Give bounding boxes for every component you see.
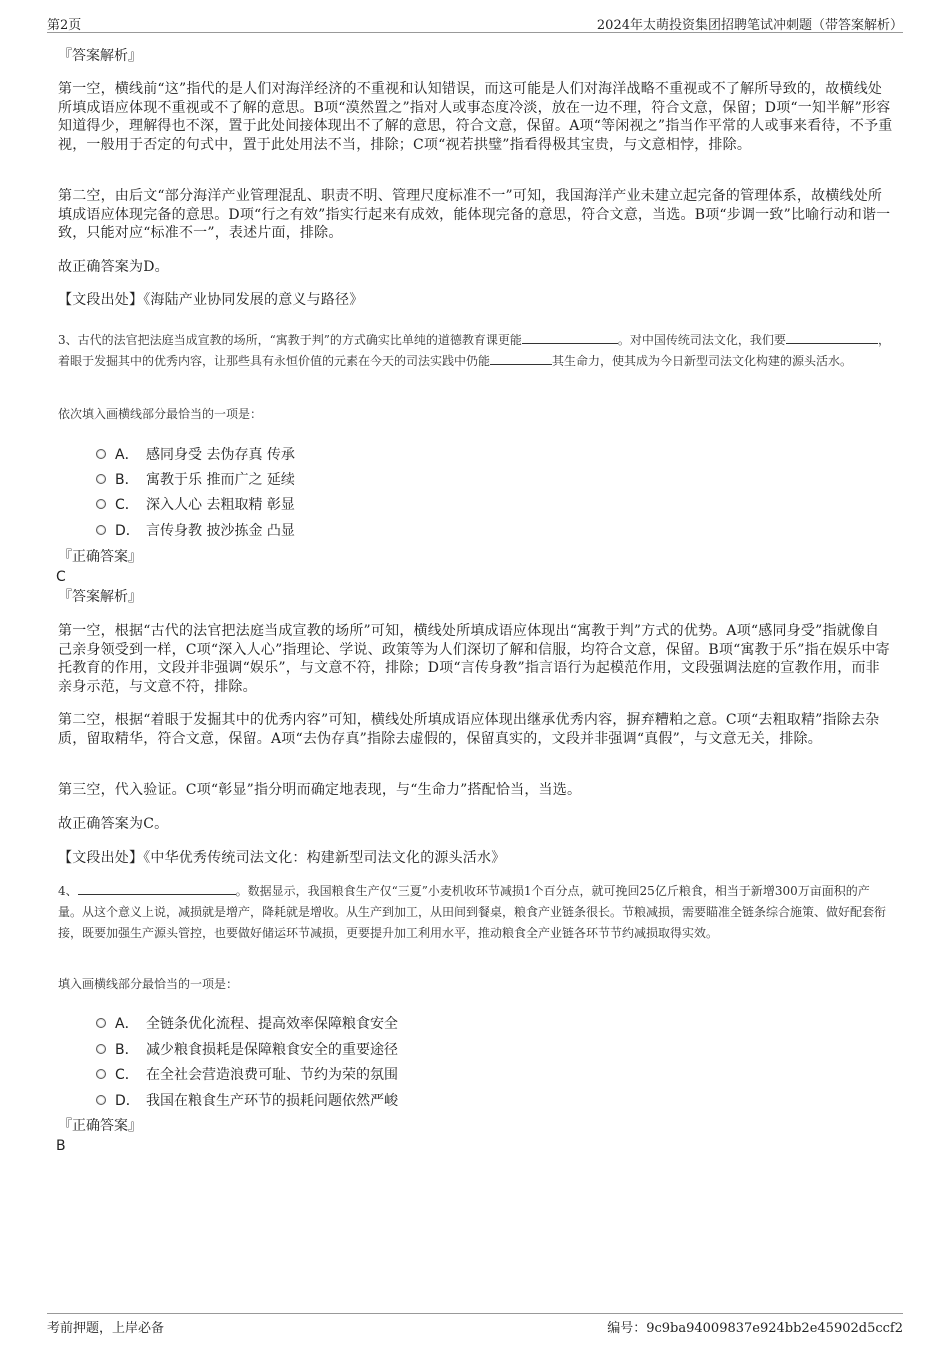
q3-blank-2: [786, 332, 878, 344]
q4-stem-text: 。数据显示，我国粮食生产仅“三夏”小麦机收环节减损1个百分点，就可挽回25亿斤粮食，相当于新增300万亩面积的产量。从这个意义上说，减损就是增产，降耗就是增收。从生产到加工，从田间到餐桌，粮食产业链条很长。节粮减损，需要瞄准全链条综合施策、做好配套衔接，既要加强生产源头管控，也要做好储运环节减损，更要提升加工利用水平，推动粮食全产业链各环节节约减损取得实效。: [58, 884, 887, 940]
q3-stem-part-1: 3、古代的法官把法庭当成宣教的场所，“寓教于判”的方式确实比单纯的道德教育课更能: [58, 333, 522, 347]
q2-source: 【文段出处】《海陆产业协同发展的意义与路径》: [58, 292, 364, 308]
q4-correct-answer: B: [56, 1138, 66, 1154]
radio-icon[interactable]: [96, 1018, 106, 1028]
q3-analysis-label: 『答案解析』: [58, 589, 142, 605]
q3-instruction: 依次填入画横线部分最恰当的一项是：: [58, 407, 263, 421]
document-serial: 编号：9c9ba94009837e924bb2e45902d5ccf2: [607, 1321, 903, 1336]
q3-analysis-para-1: 第一空，根据“古代的法官把法庭当成宣教的场所”可知，横线处所填成语应体现出“寓教于判”方式的优势。A项“感同身受”指就像自己亲身领受到一样，C项“深入人心”指理论、学说、政策等为人们深切了解和信服，均符合文意，保留。B项“寓教于乐”指在娱乐中寄托教育的作用，文段并非强调“娱乐”，与文意不符，排除；D项“言传身教”指言语行为起模范作用，文段强调法庭的宣教作用，而非亲身示范，与文意不符，排除。: [58, 623, 890, 695]
q3-stem-part-2: 。对中国传统司法文化，我们要: [617, 333, 786, 347]
radio-icon[interactable]: [96, 1069, 106, 1079]
q3-stem: [58, 330, 893, 372]
page-number: 第2页: [47, 18, 82, 33]
q4-blank: [78, 883, 236, 895]
q4-number: 4、: [58, 884, 78, 898]
q3-stem-part-3: ，着眼于发掘其中的优秀内容，让那些具有永恒价值的元素在今天的司法实践中仍能: [58, 333, 890, 368]
footer-slogan: 考前押题，上岸必备: [47, 1321, 165, 1336]
q4-correct-label: 『正确答案』: [58, 1118, 142, 1134]
q3-correct-answer: C: [56, 569, 66, 585]
radio-icon[interactable]: [96, 1044, 106, 1054]
q2-analysis-label: 『答案解析』: [58, 48, 142, 64]
radio-icon[interactable]: [96, 1095, 106, 1105]
radio-icon[interactable]: [96, 474, 106, 484]
q3-stem-part-4: 其生命力，使其成为今日新型司法文化构建的源头活水。: [552, 354, 853, 368]
q3-blank-1: [522, 332, 618, 344]
page-header: [47, 12, 903, 33]
q3-analysis-para-3: 第三空，代入验证。C项“彰显”指分明而确定地表现，与“生命力”搭配恰当，当选。: [58, 782, 582, 798]
q3-blank-3: [490, 353, 552, 365]
q4-instruction: 填入画横线部分最恰当的一项是：: [58, 977, 239, 991]
q2-analysis-para-1: 第一空，横线前“这”指代的是人们对海洋经济的不重视和认知错误，而这可能是人们对海洋战略不重视或不了解所导致的，故横线处所填成语应体现不重视或不了解的意思。B项“漠然置之”指对人或事态度冷淡，放在一边不理，符合文意，保留；D项“一知半解”形容知道得少，理解得也不深，置于此处间接体现出不了解的意思，符合文意，保留。A项“等闲视之”指当作平常的人或事来看待，不予重视，一般用于否定的句式中，置于此处用法不当，排除；C项“视若拱璧”指看得极其宝贵，与文意相悖，排除。: [58, 81, 893, 153]
q2-analysis-para-2: 第二空，由后文“部分海洋产业管理混乱、职责不明、管理尺度标准不一”可知，我国海洋产业未建立起完备的管理体系，故横线处所填成语应体现完备的意思。D项“行之有效”指实行起来有成效，能体现完备的意思，符合文意，当选。B项“步调一致”比喻行动和谐一致，只能对应“标准不一”，表述片面，排除。: [58, 188, 891, 241]
q2-conclusion: 故正确答案为D。: [58, 259, 169, 275]
q3-source: 【文段出处】《中华优秀传统司法文化：构建新型司法文化的源头活水》: [58, 850, 506, 866]
page-footer: [47, 1313, 903, 1336]
q3-conclusion: 故正确答案为C。: [58, 816, 169, 832]
radio-icon[interactable]: [96, 449, 106, 459]
q4-stem: [58, 881, 893, 944]
q3-correct-label: 『正确答案』: [58, 549, 142, 565]
radio-icon[interactable]: [96, 525, 106, 535]
radio-icon[interactable]: [96, 499, 106, 509]
document-title: 2024年太萌投资集团招聘笔试冲刺题（带答案解析）: [596, 18, 903, 33]
q3-analysis-para-2: 第二空，根据“着眼于发掘其中的优秀内容”可知，横线处所填成语应体现出继承优秀内容，摒弃糟粕之意。C项“去粗取精”指除去杂质，留取精华，符合文意，保留。A项“去伪存真”指除去虚假的，保留真实的，文段并非强调“真假”，与文意无关，排除。: [58, 712, 880, 747]
